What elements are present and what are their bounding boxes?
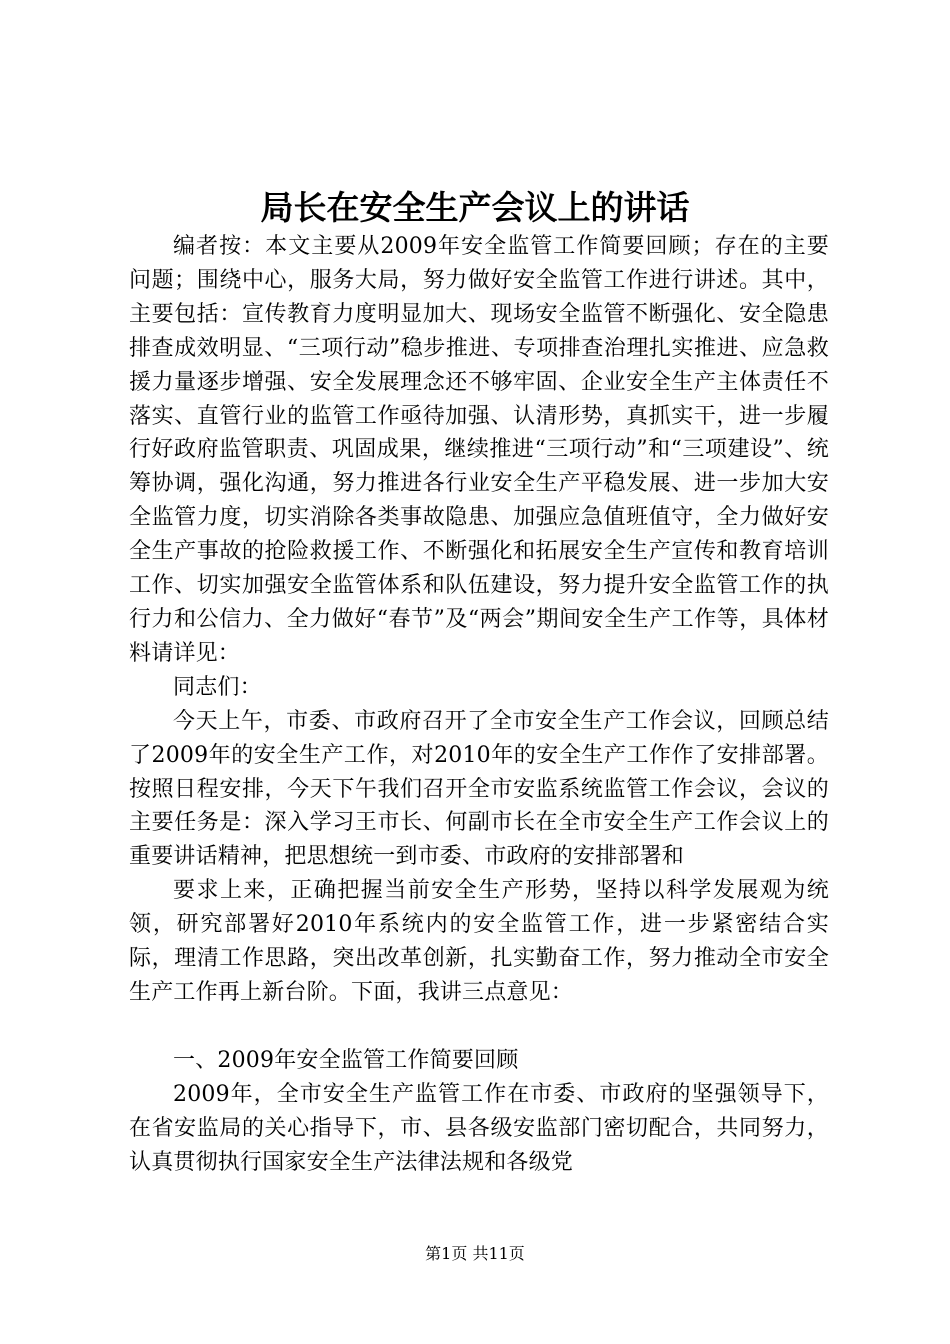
page-number-footer: 第1页 共11页 — [425, 1244, 525, 1263]
body-paragraph: 今天上午，市委、市政府召开了全市安全生产工作会议，回顾总结了2009年的安全生产工作，对2010年的安全生产工作作了安排部署。按照日程安排，今天下午我们召开全市安监系统监管工作会议，会议的主要任务是：深入学习王市长、何副市长在全市安全生产工作会议上的重要讲话精神，把思想统一到市委、市政府的安排部署和 — [129, 708, 829, 870]
document-title: 局长在安全生产会议上的讲话 — [260, 188, 690, 227]
section-heading: 一、2009年安全监管工作简要回顾 — [173, 1047, 519, 1073]
editor-note-paragraph: 编者按：本文主要从2009年安全监管工作简要回顾；存在的主要问题；围绕中心，服务大局，努力做好安全监管工作进行讲述。其中，主要包括：宣传教育力度明显加大、现场安全监管不断强化、安全隐患排查成效明显、“三项行动”稳步推进、专项排查治理扎实推进、应急救援力量逐步增强、安全发展理念还不够牢固、企业安全生产主体责任不落实、直管行业的监管工作亟待加强、认清形势，真抓实干，进一步履行好政府监管职责、巩固成果，继续推进“三项行动”和“三项建设”、统筹协调，强化沟通，努力推进各行业安全生产平稳发展、进一步加大安全监管力度，切实消除各类事故隐患、加强应急值班值守，全力做好安全生产事故的抢险救援工作、不断强化和拓展安全生产宣传和教育培训工作、切实加强安全监管体系和队伍建设，努力提升安全监管工作的执行力和公信力、全力做好“春节”及“两会”期间安全生产工作等，具体材料请详见： — [129, 234, 829, 666]
document-body — [129, 230, 829, 1179]
body-paragraph: 要求上来，正确把握当前安全生产形势，坚持以科学发展观为统领，研究部署好2010年系统内的安全监管工作，进一步紧密结合实际，理清工作思路，突出改革创新，扎实勤奋工作，努力推动全市安全生产工作再上新台阶。下面，我讲三点意见： — [129, 878, 829, 1005]
salutation-paragraph: 同志们： — [173, 674, 262, 700]
body-paragraph: 2009年，全市安全生产监管工作在市委、市政府的坚强领导下，在省安监局的关心指导下，市、县各级安监部门密切配合，共同努力，认真贯彻执行国家安全生产法律法规和各级党 — [129, 1081, 829, 1175]
